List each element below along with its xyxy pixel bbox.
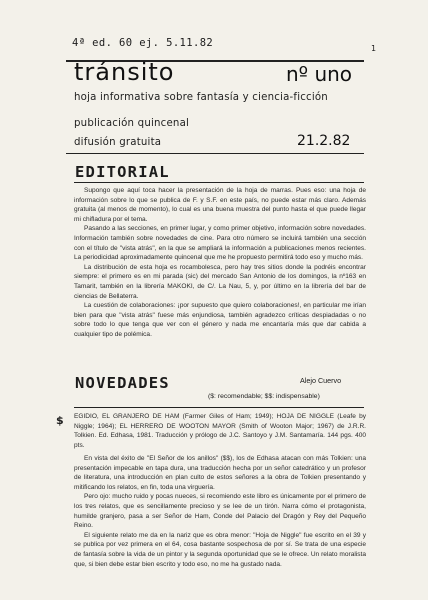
- rating-bullet: $: [56, 414, 64, 427]
- page-number: 1: [371, 44, 377, 53]
- edition-info: 4ª ed. 60 ej. 5.11.82: [72, 37, 214, 49]
- editorial-paragraph: La distribución de esta hoja es rocambolesca, pero hay tres sitios donde la podréis encontrar siempre: el primero es en mi parada (sic) del mercado San Antonio de los domingos, la nº163 en Tamarit, también en la librería MAKOKI, de C/. La Nau, 5, y, por último en la librería del bar de ciencias de Bellaterra.: [74, 263, 366, 300]
- editorial-heading: EDITORIAL: [75, 163, 170, 181]
- novedades-rule: [74, 407, 364, 408]
- novedades-heading: NOVEDADES: [75, 374, 170, 392]
- book-entry-citation: EGIDIO, EL GRANJERO DE HAM (Farmer Giles of Ham; 1949); HOJA DE NIGGLE (Leafe by Niggle; 1964); EL HERRERO DE WOOTON MAYOR (Smith of Wooton Major; 1967) de J.R.R. Tolkien. Ed. Edhasa, 1981. Traducción y prólogo de J.C. Santoyo y J.M. Santamaría. 144 pgs. 400 pts.: [74, 413, 366, 449]
- editorial-signature: Alejo Cuervo: [300, 376, 342, 385]
- tagline-frequency: publicación quincenal: [74, 118, 190, 129]
- editorial-paragraph: La cuestión de colaboraciones: ¡por supuesto que quiero colaboraciones!, en particular me irían bien para que "vista atrás" fuese más enjundiosa, también agradezco críticas despiadadas o no sobre todo lo que tenga que ver con el género y nada me encantaría más que dar cabida a cualquier tipo de polémica.: [74, 302, 366, 338]
- editorial-paragraph: Supongo que aquí toca hacer la presentación de la hoja de marras. Pues eso: una hoja de información sobre lo que se publica de F. y S.F. en este país, no puede estar más claro. Además gratuita (al menos de momento), lo cual es una buena muestra del punto hasta el que puede llegar mi chifladura por el tema.: [74, 187, 366, 223]
- review-paragraph: Pero ojo: mucho ruido y pocas nueces, si recomiendo este libro es únicamente por el primero de los tres relatos, que es sencillamente precioso y se lee de un tirón. Narra cómo el protagonista, humilde granjero, pasa a ser Señor de Ham, Conde del Palacio del Dragón y Rey del Pequeño Reino.: [74, 493, 366, 530]
- review-paragraph: El siguiente relato me da en la nariz que es obra menor: "Hoja de Niggle" fue escrito en el 39 y se publica por vez primera en el 64, cosa bastante sospechosa de por sí. Se trata de una especie de fantasía sobre la vida de un pintor y la segunda oportunidad que se le ofrece. Un relato moralista que, si bien debe estar bien escrito y todo eso, no me ha gustado nada.: [74, 531, 366, 568]
- book-entry: [74, 412, 366, 450]
- masthead-issue: nº uno: [286, 62, 353, 86]
- editorial-rule: [74, 182, 364, 183]
- tagline-distribution: difusión gratuita: [74, 137, 162, 148]
- masthead-title: tránsito: [74, 58, 175, 86]
- review-paragraph: En vista del éxito de "El Señor de los anillos" ($$), los de Edhasa atacan con más Tolkien: una presentación impecable en tapa dura, una traducción hecha por un señor catedrático y un profesor de literatura, una introducción en plan culto de estos señores a la obra de Tolkien presentando y mitificando los relatos, en fin, toda una virguería.: [74, 455, 366, 491]
- header-bottom-rule: [66, 153, 364, 154]
- editorial-body: [74, 186, 366, 340]
- issue-date: 21.2.82: [297, 133, 351, 149]
- tagline-description: hoja informativa sobre fantasía y ciencia-ficción: [74, 92, 328, 103]
- rating-legend: ($: recomendable; $$: indispensable): [208, 393, 320, 400]
- novedades-body: [74, 454, 366, 569]
- editorial-paragraph: Pasando a las secciones, en primer lugar, y como primer objetivo, información sobre novedades. Información también sobre novedades de cine. Para otro número se incluirá también una sección con el título de "vista atrás", en la que se ampliará la información a publicaciones menos recientes. La periodicidad aproximadamente quincenal que me he propuesto permitirá todo eso y mucho más.: [74, 225, 366, 262]
